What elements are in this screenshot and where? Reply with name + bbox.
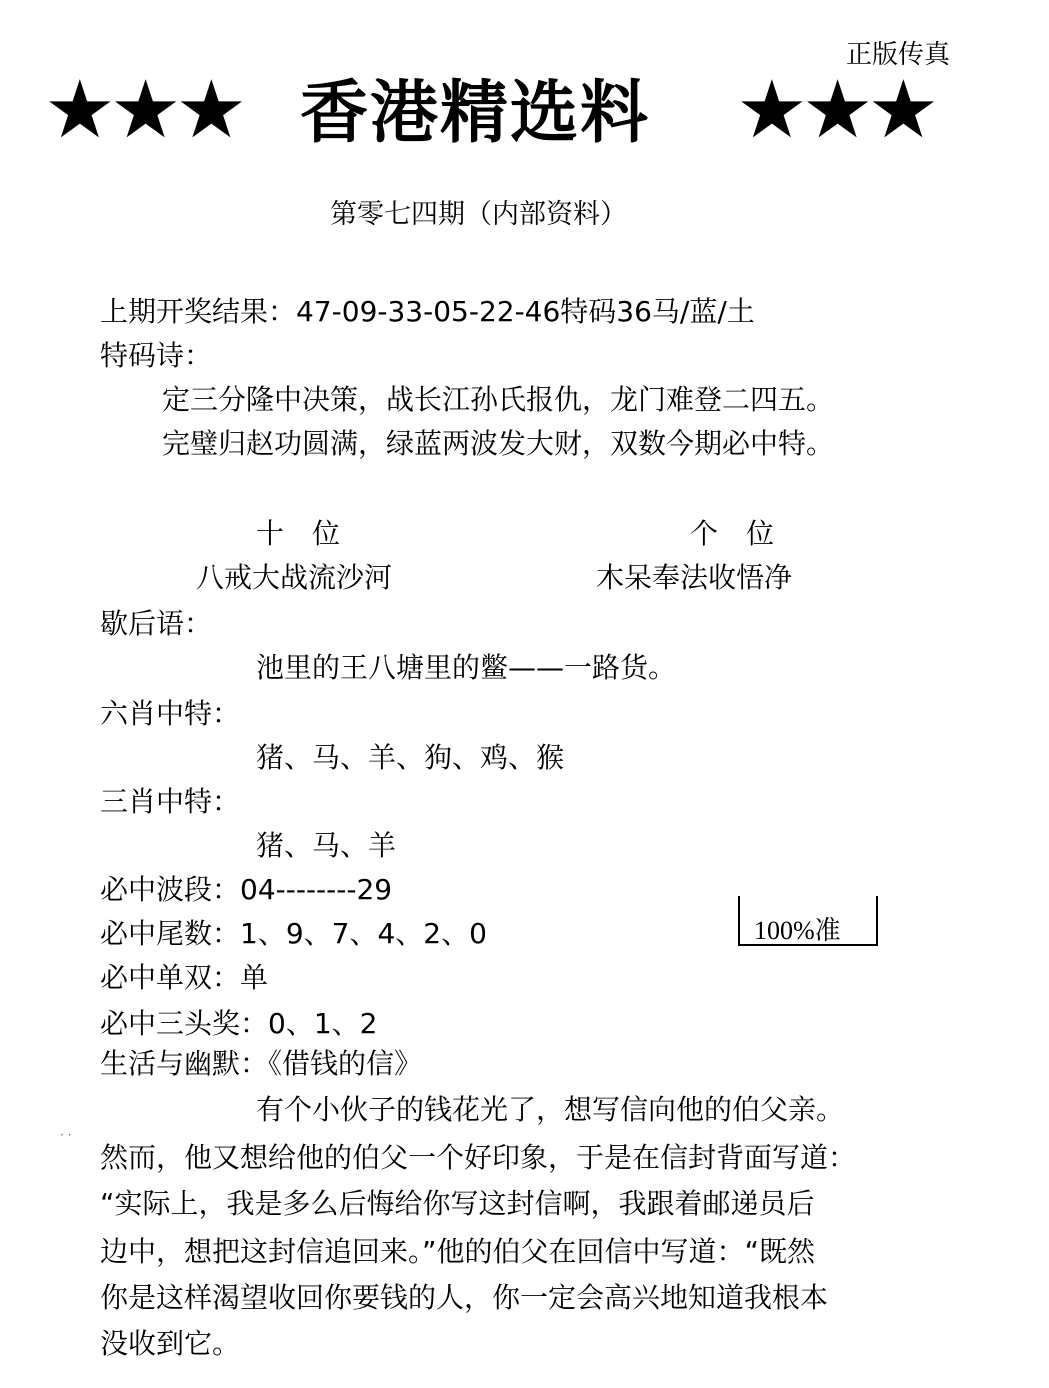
odd-even-row <box>100 960 268 996</box>
three-head-row <box>100 1006 377 1042</box>
six-zodiac-label: 六肖中特： <box>100 697 241 730</box>
tail-row <box>100 916 487 952</box>
story-line: 然而，他又想给他的伯父一个好印象，于是在信封背面写道： <box>100 1141 857 1174</box>
wave-label: 必中波段： <box>100 873 241 906</box>
xiehouyu-label: 歇后语： <box>100 607 213 640</box>
tens-hint: 八戒大战流沙河 <box>196 561 393 594</box>
story-line: 你是这样渴望收回你要钱的人，你一定会高兴地知道我根本 <box>100 1281 829 1314</box>
three-head-label: 必中三头奖： <box>100 1007 269 1040</box>
six-zodiac-value: 猪、马、羊、狗、鸡、猴 <box>256 741 565 774</box>
poem-label: 特码诗： <box>100 339 213 372</box>
wave-value: 04--------29 <box>240 873 393 906</box>
three-zodiac-label: 三肖中特： <box>100 785 241 818</box>
scan-mark: · · <box>60 1128 72 1142</box>
three-head-value: 0、1、2 <box>268 1007 378 1040</box>
stars-right-icon: ★★★ <box>736 63 934 156</box>
story-heading <box>100 1046 422 1082</box>
accuracy-box <box>738 896 878 946</box>
poem-line-1: 定三分隆中决策，战长江孙氏报仇，龙门难登二四五。 <box>162 383 835 416</box>
xiehouyu-text: 池里的王八塘里的鳖——一路货。 <box>256 651 677 684</box>
story-line: 边中，想把这封信追回来。”他的伯父在回信中写道：“既然 <box>100 1235 816 1268</box>
issue-subtitle: 第零七四期（内部资料） <box>330 199 627 230</box>
tail-value: 1、9、7、4、2、0 <box>240 917 487 950</box>
tens-label: 十 位 <box>256 517 341 550</box>
stars-left-icon: ★★★ <box>44 63 242 156</box>
story-line: 有个小伙子的钱花光了，想写信向他的伯父亲。 <box>256 1093 845 1126</box>
story-line: 没收到它。 <box>100 1327 241 1360</box>
last-result <box>100 294 755 330</box>
accuracy-text: 100%准 <box>754 916 841 945</box>
story-title: 《借钱的信》 <box>268 1047 423 1080</box>
title-row <box>0 63 1049 160</box>
odd-even-value: 单 <box>240 961 269 994</box>
poem-line-2: 完璧归赵功圆满，绿蓝两波发大财，双数今期必中特。 <box>162 427 835 460</box>
story-line: “实际上，我是多么后悔给你写这封信啊，我跟着邮递员后 <box>100 1187 815 1220</box>
page-title: 香港精选料 <box>300 74 651 153</box>
corner-note: 正版传真 <box>846 40 951 70</box>
units-label: 个 位 <box>690 517 775 550</box>
odd-even-label: 必中单双： <box>100 961 241 994</box>
units-hint: 木呆奉法收悟净 <box>596 561 793 594</box>
story-label: 生活与幽默： <box>100 1047 269 1080</box>
three-zodiac-value: 猪、马、羊 <box>256 829 397 862</box>
last-result-label: 上期开奖结果： <box>100 295 297 328</box>
wave-row <box>100 872 392 908</box>
last-result-value: 47-09-33-05-22-46特码36马/蓝/土 <box>296 295 755 328</box>
tail-label: 必中尾数： <box>100 917 241 950</box>
